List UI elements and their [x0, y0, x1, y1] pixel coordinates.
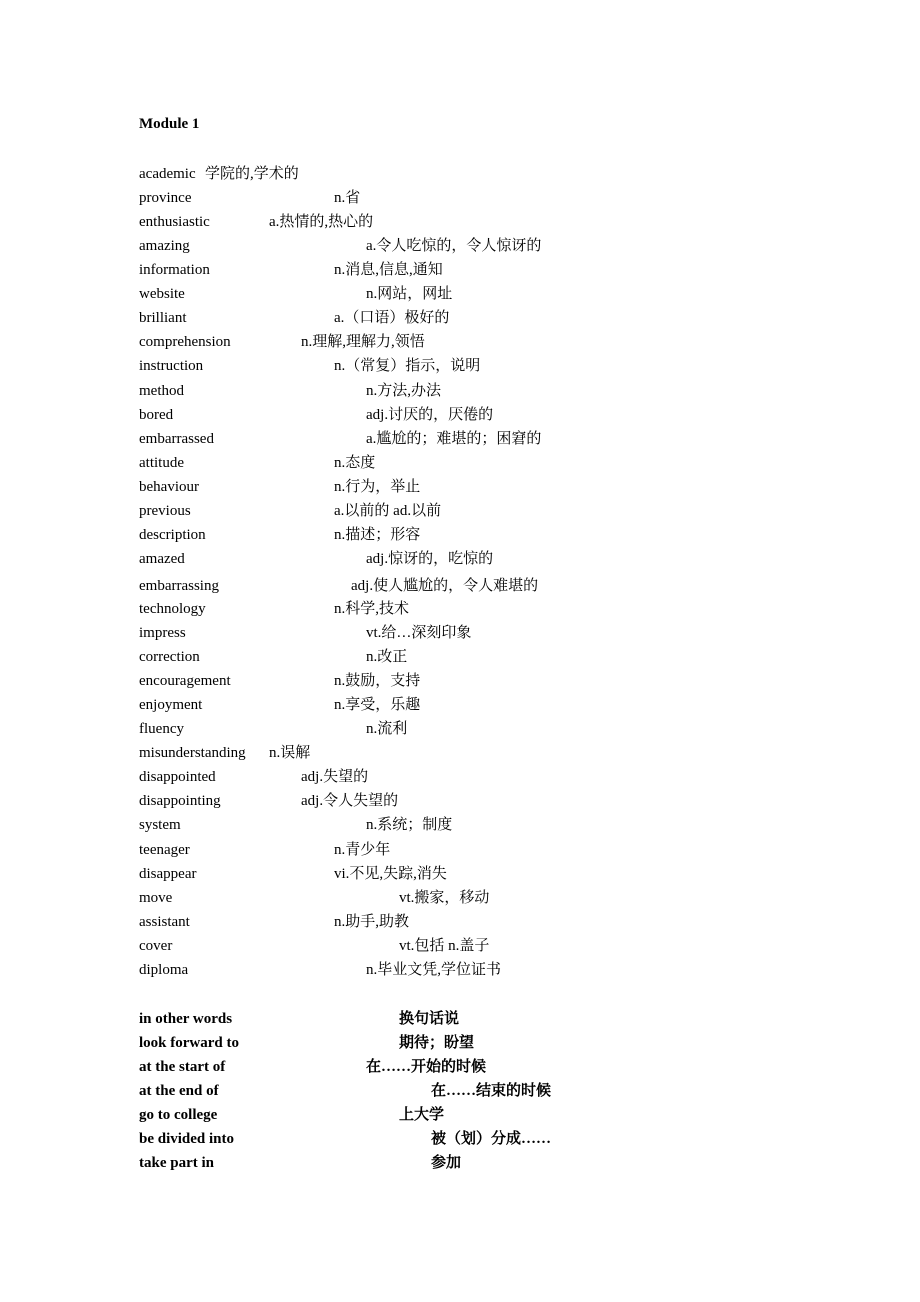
vocab-definition: n.享受，乐趣	[334, 697, 421, 713]
vocab-definition: vt.包括 n.盖子	[399, 938, 490, 954]
vocab-definition: adj.令人失望的	[301, 793, 399, 809]
vocab-definition: n.助手,助教	[334, 914, 410, 930]
vocab-word: brilliant	[139, 310, 187, 326]
vocab-definition: n.毕业文凭,学位证书	[366, 962, 502, 978]
vocab-definition: adj.失望的	[301, 769, 369, 785]
vocab-word: attitude	[139, 455, 184, 471]
vocab-definition: vi.不见,失踪,消失	[334, 866, 447, 882]
vocab-definition: n.态度	[334, 455, 376, 471]
vocab-word: correction	[139, 649, 200, 665]
vocab-word: move	[139, 890, 173, 906]
vocab-definition: n.鼓励，支持	[334, 673, 421, 689]
phrase-text: look forward to	[139, 1035, 239, 1051]
vocab-word: bored	[139, 407, 174, 423]
vocab-definition: n.省	[334, 190, 361, 206]
phrase-meaning: 换句话说	[399, 1011, 460, 1027]
vocab-definition: adj.惊讶的，吃惊的	[366, 551, 494, 567]
vocab-definition: a.热情的,热心的	[269, 214, 374, 230]
vocab-definition: n.描述；形容	[334, 527, 421, 543]
vocab-word: enjoyment	[139, 697, 203, 713]
vocab-word: method	[139, 383, 184, 399]
vocab-definition: 学院的,学术的	[205, 166, 299, 182]
vocab-definition: a.尴尬的；难堪的；困窘的	[366, 431, 542, 447]
vocab-word: amazed	[139, 551, 185, 567]
vocab-definition: a.令人吃惊的，令人惊讶的	[366, 238, 542, 254]
vocab-word: technology	[139, 601, 206, 617]
vocab-word: disappear	[139, 866, 197, 882]
phrase-text: go to college	[139, 1107, 218, 1123]
vocab-word: website	[139, 286, 185, 302]
vocab-word: disappointed	[139, 769, 216, 785]
phrase-text: at the end of	[139, 1083, 219, 1099]
vocab-definition: vt.搬家，移动	[399, 890, 490, 906]
vocab-definition: a.以前的 ad.以前	[334, 503, 442, 519]
phrase-meaning: 参加	[431, 1155, 462, 1171]
vocab-word: instruction	[139, 358, 204, 374]
vocab-definition: adj.使人尴尬的，令人难堪的	[351, 578, 539, 594]
phrase-text: in other words	[139, 1011, 233, 1027]
phrase-meaning: 期待；盼望	[399, 1035, 475, 1051]
phrase-meaning: 被（划）分成……	[431, 1131, 552, 1147]
vocab-word: misunderstanding	[139, 745, 246, 761]
phrase-text: take part in	[139, 1155, 214, 1171]
vocab-definition: n.系统；制度	[366, 817, 453, 833]
vocab-definition: adj.讨厌的，厌倦的	[366, 407, 494, 423]
vocab-word: academic	[139, 166, 196, 182]
vocab-definition: n.青少年	[334, 842, 391, 858]
vocab-word: information	[139, 262, 210, 278]
vocab-word: description	[139, 527, 206, 543]
vocab-word: encouragement	[139, 673, 231, 689]
vocab-definition: a.（口语）极好的	[334, 310, 450, 326]
phrase-meaning: 在……开始的时候	[366, 1059, 487, 1075]
vocab-word: enthusiastic	[139, 214, 210, 230]
vocab-word: system	[139, 817, 181, 833]
vocab-word: province	[139, 190, 192, 206]
vocab-definition: n.方法,办法	[366, 383, 442, 399]
vocab-word: embarrassing	[139, 578, 219, 594]
vocab-word: impress	[139, 625, 186, 641]
phrase-meaning: 上大学	[399, 1107, 445, 1123]
vocab-definition: n.理解,理解力,领悟	[301, 334, 425, 350]
vocab-definition: n.误解	[269, 745, 311, 761]
vocab-definition: n.网站，网址	[366, 286, 453, 302]
vocab-definition: n.流利	[366, 721, 408, 737]
phrase-meaning: 在……结束的时候	[431, 1083, 552, 1099]
vocab-word: behaviour	[139, 479, 199, 495]
vocab-definition: vt.给…深刻印象	[366, 625, 472, 641]
vocab-word: amazing	[139, 238, 190, 254]
vocab-word: teenager	[139, 842, 190, 858]
vocab-word: diploma	[139, 962, 189, 978]
vocab-word: previous	[139, 503, 191, 519]
vocab-definition: n.（常复）指示，说明	[334, 358, 481, 374]
phrase-text: at the start of	[139, 1059, 226, 1075]
vocab-word: assistant	[139, 914, 190, 930]
vocab-word: cover	[139, 938, 173, 954]
vocab-definition: n.改正	[366, 649, 408, 665]
vocab-definition: n.消息,信息,通知	[334, 262, 443, 278]
vocab-definition: n.行为，举止	[334, 479, 421, 495]
vocab-word: disappointing	[139, 793, 221, 809]
vocab-definition: n.科学,技术	[334, 601, 410, 617]
vocab-word: embarrassed	[139, 431, 214, 447]
vocab-word: comprehension	[139, 334, 231, 350]
vocab-word: fluency	[139, 721, 184, 737]
phrase-text: be divided into	[139, 1131, 235, 1147]
module-title: Module 1	[139, 116, 200, 132]
